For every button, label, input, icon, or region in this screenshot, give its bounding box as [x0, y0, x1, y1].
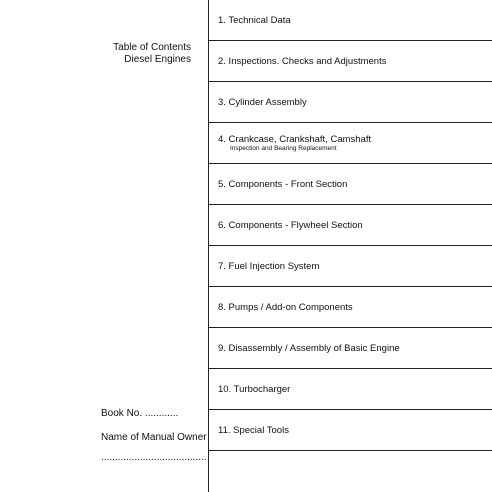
section-label: 10. Turbocharger: [218, 383, 291, 395]
book-number-field: Book No. ............: [101, 408, 179, 419]
section-label: 9. Disassembly / Assembly of Basic Engine: [218, 342, 400, 354]
toc-heading-line2: Diesel Engines: [124, 54, 191, 65]
section-label: 11. Special Tools: [218, 424, 289, 436]
section-tab-9[interactable]: [209, 328, 492, 369]
section-label: 5. Components - Front Section: [218, 178, 348, 190]
cover-left-panel: [0, 0, 208, 492]
section-tab-2[interactable]: [209, 41, 492, 82]
section-label: 4. Crankcase, Crankshaft, Camshaft: [218, 133, 372, 145]
toc-heading-line1: Table of Contents: [113, 42, 191, 53]
section-label: 1. Technical Data: [218, 14, 291, 26]
section-label: 6. Components - Flywheel Section: [218, 219, 363, 231]
owner-name-label: Name of Manual Owner: [101, 432, 207, 443]
section-tab-blank[interactable]: [209, 451, 492, 492]
section-label: 7. Fuel Injection System: [218, 260, 320, 272]
section-label: 8. Pumps / Add-on Components: [218, 301, 353, 313]
section-label: 3. Cylinder Assembly: [218, 96, 307, 108]
section-tab-11[interactable]: [209, 410, 492, 451]
section-tab-3[interactable]: [209, 82, 492, 123]
section-tab-10[interactable]: [209, 369, 492, 410]
section-list: [209, 0, 492, 492]
section-label: 2. Inspections. Checks and Adjustments: [218, 55, 387, 67]
section-tab-5[interactable]: [209, 164, 492, 205]
section-tab-7[interactable]: [209, 246, 492, 287]
section-tab-8[interactable]: [209, 287, 492, 328]
owner-name-blank: ......................................: [101, 452, 207, 463]
section-sublabel: Inspection and Bearing Replacement: [230, 144, 337, 152]
section-tab-6[interactable]: [209, 205, 492, 246]
section-tab-1[interactable]: [209, 0, 492, 41]
section-tab-4[interactable]: [209, 123, 492, 164]
toc-heading: [113, 42, 191, 66]
